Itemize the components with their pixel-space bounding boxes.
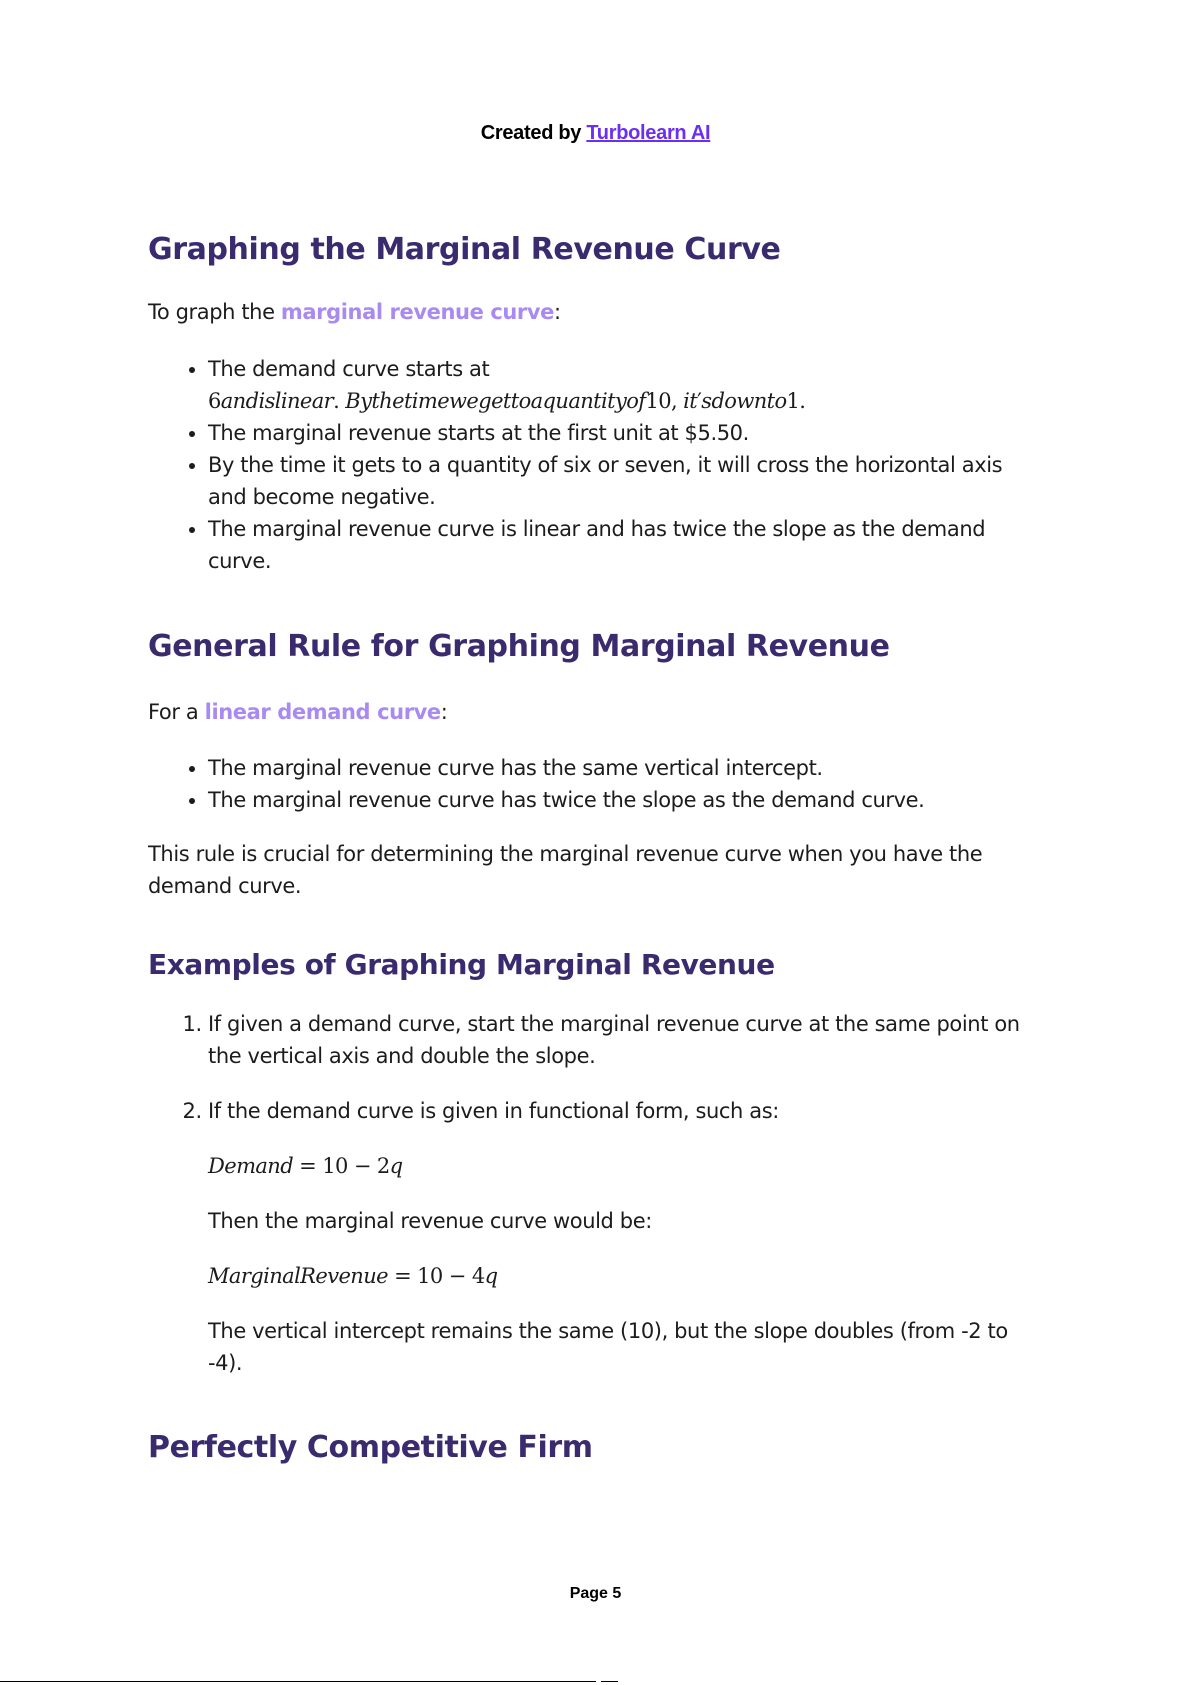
keyword-linear-demand-curve: linear demand curve bbox=[204, 700, 441, 724]
section-heading-examples: Examples of Graphing Marginal Revenue bbox=[148, 948, 775, 981]
list-item: • The marginal revenue starts at the first unit at $5.50. bbox=[208, 417, 1028, 449]
turbolearn-link[interactable]: Turbolearn AI bbox=[586, 122, 711, 144]
header-prefix: Created by bbox=[480, 122, 587, 144]
section-heading-perfectly-competitive: Perfectly Competitive Firm bbox=[148, 1430, 593, 1465]
bullet-text: The demand curve starts at bbox=[208, 357, 490, 381]
footer-divider-short bbox=[601, 1681, 618, 1682]
then-text: Then the marginal revenue curve would be: bbox=[208, 1209, 652, 1233]
equation-marginal-revenue: MarginalRevenue = 10 − 4q bbox=[208, 1264, 498, 1288]
section2-bullet-list bbox=[148, 752, 1028, 816]
inline-math: 6andislinear. Bythetimewegettoaquantityof10, it′sdownto1. bbox=[208, 389, 806, 413]
section-heading-general-rule: General Rule for Graphing Marginal Revenue bbox=[148, 629, 890, 664]
intro-text: For a bbox=[148, 700, 205, 724]
list-item: • The marginal revenue curve has twice the slope as the demand curve. bbox=[208, 784, 1028, 816]
list-item: • The marginal revenue curve is linear and has twice the slope as the demand curve. bbox=[208, 513, 1028, 577]
intro-text: To graph the bbox=[148, 300, 281, 324]
section2-intro bbox=[148, 696, 1028, 728]
list-item bbox=[208, 353, 1028, 417]
page-number: Page 5 bbox=[569, 1585, 622, 1602]
intro-colon: : bbox=[554, 300, 561, 324]
keyword-marginal-revenue-curve: marginal revenue curve bbox=[280, 300, 555, 324]
footer-divider bbox=[0, 1681, 596, 1682]
slope-note: The vertical intercept remains the same (10), but the slope doubles (from -2 to -4). bbox=[208, 1319, 1008, 1375]
list-item: • The marginal revenue curve has the same vertical intercept. bbox=[208, 752, 1028, 784]
equation-demand: Demand = 10 − 2q bbox=[208, 1154, 403, 1178]
section2-closing: This rule is crucial for determining the marginal revenue curve when you have the demand curve. bbox=[148, 842, 983, 898]
section1-intro bbox=[148, 296, 1028, 328]
section-heading-graphing-mr: Graphing the Marginal Revenue Curve bbox=[148, 232, 781, 267]
examples-list bbox=[148, 1008, 1028, 1379]
item-text: If the demand curve is given in functional form, such as: bbox=[208, 1099, 779, 1123]
page-header bbox=[0, 122, 1191, 145]
list-item: 1. If given a demand curve, start the marginal revenue curve at the same point on the vertical axis and double the slope. bbox=[208, 1008, 1028, 1072]
list-item bbox=[208, 1095, 1028, 1379]
section1-bullet-list bbox=[148, 353, 1028, 577]
list-item: • By the time it gets to a quantity of six or seven, it will cross the horizontal axis and become negative. bbox=[208, 449, 1028, 513]
intro-colon: : bbox=[440, 700, 448, 724]
